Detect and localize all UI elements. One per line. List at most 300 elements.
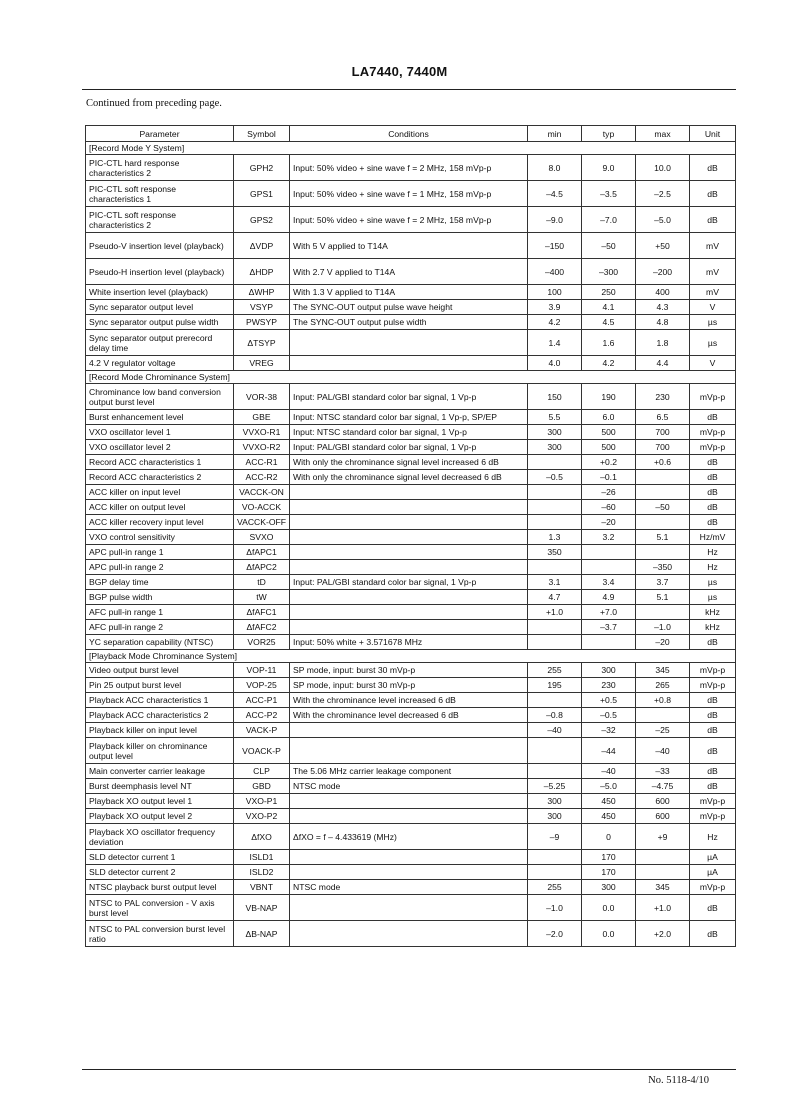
- table-row: [86, 356, 736, 371]
- cell-max: [636, 485, 690, 500]
- cell-parameter: White insertion level (playback): [86, 285, 234, 300]
- cell-min: +1.0: [528, 605, 582, 620]
- cell-symbol: ΔHDP: [234, 259, 290, 285]
- cell-typ: +0.5: [582, 693, 636, 708]
- cell-unit: mVp-p: [690, 809, 736, 824]
- cell-symbol: ACC-P1: [234, 693, 290, 708]
- cell-conditions: Input: 50% video + sine wave f = 2 MHz, 158 mVp-p: [290, 207, 528, 233]
- cell-typ: –7.0: [582, 207, 636, 233]
- cell-parameter: ACC killer on output level: [86, 500, 234, 515]
- table-row: [86, 384, 736, 410]
- cell-unit: mVp-p: [690, 794, 736, 809]
- cell-min: 255: [528, 663, 582, 678]
- cell-min: 100: [528, 285, 582, 300]
- cell-unit: dB: [690, 155, 736, 181]
- cell-conditions: [290, 545, 528, 560]
- cell-symbol: VOR-38: [234, 384, 290, 410]
- cell-min: –2.0: [528, 921, 582, 947]
- cell-max: 3.7: [636, 575, 690, 590]
- cell-unit: Hz/mV: [690, 530, 736, 545]
- cell-symbol: ΔfAPC1: [234, 545, 290, 560]
- footer-rule: [82, 1069, 736, 1070]
- cell-parameter: 4.2 V regulator voltage: [86, 356, 234, 371]
- cell-conditions: [290, 723, 528, 738]
- cell-max: [636, 515, 690, 530]
- cell-parameter: Video output burst level: [86, 663, 234, 678]
- cell-symbol: VB-NAP: [234, 895, 290, 921]
- col-header-conditions: Conditions: [290, 126, 528, 142]
- cell-symbol: ΔWHP: [234, 285, 290, 300]
- cell-typ: 0.0: [582, 921, 636, 947]
- cell-symbol: GBE: [234, 410, 290, 425]
- cell-conditions: [290, 356, 528, 371]
- cell-min: –0.8: [528, 708, 582, 723]
- table-row: [86, 560, 736, 575]
- cell-conditions: [290, 515, 528, 530]
- cell-unit: dB: [690, 635, 736, 650]
- cell-min: –4.5: [528, 181, 582, 207]
- cell-conditions: [290, 794, 528, 809]
- cell-typ: 4.5: [582, 315, 636, 330]
- cell-parameter: PIC-CTL soft response characteristics 1: [86, 181, 234, 207]
- cell-typ: 170: [582, 865, 636, 880]
- cell-conditions: [290, 895, 528, 921]
- cell-typ: 3.2: [582, 530, 636, 545]
- cell-parameter: Pseudo-H insertion level (playback): [86, 259, 234, 285]
- cell-symbol: GPS1: [234, 181, 290, 207]
- cell-min: 4.2: [528, 315, 582, 330]
- page-title: LA7440, 7440M: [351, 64, 448, 79]
- cell-parameter: Playback ACC characteristics 2: [86, 708, 234, 723]
- cell-unit: V: [690, 356, 736, 371]
- cell-typ: [582, 560, 636, 575]
- cell-unit: dB: [690, 693, 736, 708]
- cell-conditions: The 5.06 MHz carrier leakage component: [290, 764, 528, 779]
- cell-conditions: With the chrominance level decreased 6 dB: [290, 708, 528, 723]
- cell-unit: dB: [690, 207, 736, 233]
- cell-min: 4.0: [528, 356, 582, 371]
- cell-max: –40: [636, 738, 690, 764]
- table-row: [86, 500, 736, 515]
- cell-parameter: NTSC to PAL conversion burst level ratio: [86, 921, 234, 947]
- cell-min: [528, 500, 582, 515]
- cell-min: 150: [528, 384, 582, 410]
- cell-parameter: Playback XO output level 2: [86, 809, 234, 824]
- cell-max: [636, 708, 690, 723]
- cell-conditions: Input: 50% video + sine wave f = 1 MHz, 158 mVp-p: [290, 181, 528, 207]
- cell-conditions: Input: PAL/GBI standard color bar signal, 1 Vp-p: [290, 440, 528, 455]
- col-header-parameter: Parameter: [86, 126, 234, 142]
- cell-symbol: VREG: [234, 356, 290, 371]
- cell-symbol: GPS2: [234, 207, 290, 233]
- cell-parameter: ACC killer recovery input level: [86, 515, 234, 530]
- cell-min: –9: [528, 824, 582, 850]
- cell-symbol: CLP: [234, 764, 290, 779]
- cell-typ: 9.0: [582, 155, 636, 181]
- table-row: [86, 708, 736, 723]
- cell-conditions: [290, 500, 528, 515]
- cell-typ: 4.9: [582, 590, 636, 605]
- cell-unit: Hz: [690, 545, 736, 560]
- cell-unit: µA: [690, 850, 736, 865]
- cell-max: 10.0: [636, 155, 690, 181]
- cell-typ: –40: [582, 764, 636, 779]
- cell-min: –9.0: [528, 207, 582, 233]
- cell-typ: [582, 545, 636, 560]
- cell-max: –20: [636, 635, 690, 650]
- cell-conditions: With only the chrominance signal level increased 6 dB: [290, 455, 528, 470]
- cell-min: 3.9: [528, 300, 582, 315]
- col-header-unit: Unit: [690, 126, 736, 142]
- cell-symbol: VXO-P1: [234, 794, 290, 809]
- cell-min: 1.4: [528, 330, 582, 356]
- table-row: [86, 330, 736, 356]
- cell-symbol: ΔfAFC2: [234, 620, 290, 635]
- table-row: [86, 285, 736, 300]
- cell-unit: dB: [690, 708, 736, 723]
- cell-typ: [582, 635, 636, 650]
- cell-typ: –0.1: [582, 470, 636, 485]
- cell-typ: 4.2: [582, 356, 636, 371]
- cell-max: –5.0: [636, 207, 690, 233]
- cell-conditions: [290, 865, 528, 880]
- cell-max: +0.8: [636, 693, 690, 708]
- cell-unit: dB: [690, 895, 736, 921]
- cell-parameter: NTSC to PAL conversion - V axis burst level: [86, 895, 234, 921]
- table-row: [86, 794, 736, 809]
- table-row: [86, 410, 736, 425]
- table-row: [86, 620, 736, 635]
- cell-parameter: Main converter carrier leakage: [86, 764, 234, 779]
- cell-unit: dB: [690, 779, 736, 794]
- cell-conditions: [290, 330, 528, 356]
- cell-max: 700: [636, 440, 690, 455]
- cell-symbol: ACC-R1: [234, 455, 290, 470]
- cell-symbol: tW: [234, 590, 290, 605]
- cell-max: 5.1: [636, 530, 690, 545]
- cell-max: 6.5: [636, 410, 690, 425]
- cell-symbol: VACCK-OFF: [234, 515, 290, 530]
- col-header-min: min: [528, 126, 582, 142]
- cell-unit: mVp-p: [690, 384, 736, 410]
- cell-parameter: Record ACC characteristics 2: [86, 470, 234, 485]
- cell-min: 300: [528, 794, 582, 809]
- cell-unit: dB: [690, 723, 736, 738]
- cell-max: –2.5: [636, 181, 690, 207]
- cell-conditions: Input: NTSC standard color bar signal, 1 Vp-p, SP/EP: [290, 410, 528, 425]
- cell-conditions: [290, 921, 528, 947]
- cell-min: [528, 738, 582, 764]
- cell-min: [528, 764, 582, 779]
- section-label: [Record Mode Chrominance System]: [86, 371, 736, 384]
- cell-parameter: AFC pull-in range 2: [86, 620, 234, 635]
- cell-max: –25: [636, 723, 690, 738]
- cell-max: 4.8: [636, 315, 690, 330]
- section-row: [86, 142, 736, 155]
- cell-min: [528, 635, 582, 650]
- cell-conditions: With the chrominance level increased 6 dB: [290, 693, 528, 708]
- cell-unit: dB: [690, 738, 736, 764]
- cell-symbol: GPH2: [234, 155, 290, 181]
- cell-conditions: [290, 850, 528, 865]
- cell-unit: dB: [690, 764, 736, 779]
- cell-symbol: VXO-P2: [234, 809, 290, 824]
- cell-unit: mVp-p: [690, 880, 736, 895]
- cell-max: [636, 545, 690, 560]
- cell-min: 195: [528, 678, 582, 693]
- table-row: [86, 850, 736, 865]
- table-row: [86, 809, 736, 824]
- table-row: [86, 921, 736, 947]
- cell-parameter: PIC-CTL soft response characteristics 2: [86, 207, 234, 233]
- cell-symbol: ISLD1: [234, 850, 290, 865]
- cell-unit: dB: [690, 410, 736, 425]
- cell-max: +9: [636, 824, 690, 850]
- cell-conditions: The SYNC-OUT output pulse width: [290, 315, 528, 330]
- cell-max: 230: [636, 384, 690, 410]
- cell-min: –400: [528, 259, 582, 285]
- cell-parameter: Burst deemphasis level NT: [86, 779, 234, 794]
- cell-parameter: ACC killer on input level: [86, 485, 234, 500]
- cell-typ: 4.1: [582, 300, 636, 315]
- cell-typ: –50: [582, 233, 636, 259]
- cell-unit: µs: [690, 575, 736, 590]
- cell-symbol: ΔB-NAP: [234, 921, 290, 947]
- cell-typ: 1.6: [582, 330, 636, 356]
- cell-min: 3.1: [528, 575, 582, 590]
- table-row: [86, 155, 736, 181]
- cell-conditions: SP mode, input: burst 30 mVp-p: [290, 663, 528, 678]
- cell-unit: mVp-p: [690, 678, 736, 693]
- cell-parameter: Record ACC characteristics 1: [86, 455, 234, 470]
- cell-symbol: VSYP: [234, 300, 290, 315]
- cell-parameter: Playback XO oscillator frequency deviation: [86, 824, 234, 850]
- table-row: [86, 259, 736, 285]
- cell-unit: mV: [690, 233, 736, 259]
- cell-conditions: With 5 V applied to T14A: [290, 233, 528, 259]
- table-row: [86, 207, 736, 233]
- cell-unit: mVp-p: [690, 440, 736, 455]
- cell-symbol: tD: [234, 575, 290, 590]
- cell-min: –0.5: [528, 470, 582, 485]
- cell-unit: µs: [690, 315, 736, 330]
- cell-parameter: NTSC playback burst output level: [86, 880, 234, 895]
- cell-min: [528, 560, 582, 575]
- table-row: [86, 693, 736, 708]
- cell-parameter: Sync separator output level: [86, 300, 234, 315]
- cell-parameter: AFC pull-in range 1: [86, 605, 234, 620]
- cell-typ: 450: [582, 809, 636, 824]
- table-row: [86, 181, 736, 207]
- cell-parameter: Burst enhancement level: [86, 410, 234, 425]
- cell-conditions: [290, 605, 528, 620]
- cell-symbol: VOP-25: [234, 678, 290, 693]
- table-row: [86, 545, 736, 560]
- cell-parameter: PIC-CTL hard response characteristics 2: [86, 155, 234, 181]
- cell-symbol: ISLD2: [234, 865, 290, 880]
- table-row: [86, 723, 736, 738]
- cell-min: [528, 485, 582, 500]
- cell-unit: µs: [690, 330, 736, 356]
- table-row: [86, 865, 736, 880]
- cell-max: –4.75: [636, 779, 690, 794]
- cell-typ: 500: [582, 425, 636, 440]
- cell-min: 300: [528, 425, 582, 440]
- table-row: [86, 530, 736, 545]
- spec-table-body: [86, 142, 736, 947]
- cell-typ: 3.4: [582, 575, 636, 590]
- cell-unit: kHz: [690, 620, 736, 635]
- cell-typ: 250: [582, 285, 636, 300]
- col-header-symbol: Symbol: [234, 126, 290, 142]
- cell-parameter: Chrominance low band conversion output burst level: [86, 384, 234, 410]
- cell-max: –1.0: [636, 620, 690, 635]
- cell-max: 345: [636, 663, 690, 678]
- cell-max: 400: [636, 285, 690, 300]
- cell-min: 4.7: [528, 590, 582, 605]
- cell-symbol: ACC-R2: [234, 470, 290, 485]
- cell-parameter: APC pull-in range 2: [86, 560, 234, 575]
- cell-max: [636, 605, 690, 620]
- cell-symbol: VO-ACCK: [234, 500, 290, 515]
- table-row: [86, 663, 736, 678]
- cell-unit: kHz: [690, 605, 736, 620]
- cell-min: [528, 455, 582, 470]
- table-row: [86, 575, 736, 590]
- header-row: [86, 126, 736, 142]
- cell-min: 300: [528, 440, 582, 455]
- cell-max: 700: [636, 425, 690, 440]
- cell-conditions: ΔfXO = f – 4.433619 (MHz): [290, 824, 528, 850]
- cell-min: –150: [528, 233, 582, 259]
- cell-parameter: Sync separator output prerecord delay time: [86, 330, 234, 356]
- cell-typ: –44: [582, 738, 636, 764]
- table-row: [86, 425, 736, 440]
- table-row: [86, 315, 736, 330]
- cell-unit: Hz: [690, 824, 736, 850]
- cell-symbol: VACCK-ON: [234, 485, 290, 500]
- cell-parameter: Playback killer on chrominance output level: [86, 738, 234, 764]
- section-label: [Playback Mode Chrominance System]: [86, 650, 736, 663]
- cell-symbol: ΔVDP: [234, 233, 290, 259]
- cell-typ: 300: [582, 880, 636, 895]
- cell-unit: dB: [690, 455, 736, 470]
- cell-max: –200: [636, 259, 690, 285]
- cell-typ: 6.0: [582, 410, 636, 425]
- cell-typ: –0.5: [582, 708, 636, 723]
- cell-min: [528, 693, 582, 708]
- cell-conditions: Input: 50% white + 3.571678 MHz: [290, 635, 528, 650]
- cell-typ: –3.7: [582, 620, 636, 635]
- cell-parameter: Playback killer on input level: [86, 723, 234, 738]
- cell-parameter: Pseudo-V insertion level (playback): [86, 233, 234, 259]
- cell-min: –40: [528, 723, 582, 738]
- cell-min: [528, 620, 582, 635]
- page-number: No. 5118-4/10: [648, 1075, 709, 1086]
- cell-conditions: NTSC mode: [290, 880, 528, 895]
- cell-min: 300: [528, 809, 582, 824]
- cell-conditions: With only the chrominance signal level decreased 6 dB: [290, 470, 528, 485]
- section-row: [86, 650, 736, 663]
- cell-unit: dB: [690, 515, 736, 530]
- cell-conditions: [290, 560, 528, 575]
- continued-note: Continued from preceding page.: [86, 98, 222, 109]
- cell-conditions: With 1.3 V applied to T14A: [290, 285, 528, 300]
- cell-symbol: ACC-P2: [234, 708, 290, 723]
- cell-conditions: NTSC mode: [290, 779, 528, 794]
- cell-max: 600: [636, 809, 690, 824]
- table-row: [86, 455, 736, 470]
- cell-unit: dB: [690, 500, 736, 515]
- table-row: [86, 678, 736, 693]
- cell-min: 8.0: [528, 155, 582, 181]
- cell-min: [528, 850, 582, 865]
- cell-symbol: VBNT: [234, 880, 290, 895]
- cell-typ: 190: [582, 384, 636, 410]
- table-row: [86, 440, 736, 455]
- cell-conditions: Input: 50% video + sine wave f = 2 MHz, 158 mVp-p: [290, 155, 528, 181]
- cell-max: +2.0: [636, 921, 690, 947]
- cell-unit: mV: [690, 285, 736, 300]
- cell-max: –33: [636, 764, 690, 779]
- cell-typ: +7.0: [582, 605, 636, 620]
- cell-typ: 170: [582, 850, 636, 865]
- cell-min: –1.0: [528, 895, 582, 921]
- cell-max: 600: [636, 794, 690, 809]
- cell-parameter: SLD detector current 2: [86, 865, 234, 880]
- cell-min: 5.5: [528, 410, 582, 425]
- cell-max: 4.3: [636, 300, 690, 315]
- cell-min: –5.25: [528, 779, 582, 794]
- cell-typ: 0.0: [582, 895, 636, 921]
- table-row: [86, 233, 736, 259]
- cell-symbol: VOACK-P: [234, 738, 290, 764]
- cell-unit: µA: [690, 865, 736, 880]
- cell-symbol: ΔfAPC2: [234, 560, 290, 575]
- cell-parameter: VXO oscillator level 2: [86, 440, 234, 455]
- cell-typ: +0.2: [582, 455, 636, 470]
- cell-unit: mVp-p: [690, 663, 736, 678]
- cell-parameter: Playback ACC characteristics 1: [86, 693, 234, 708]
- cell-symbol: ΔfXO: [234, 824, 290, 850]
- spec-table: [85, 125, 736, 947]
- cell-unit: dB: [690, 470, 736, 485]
- cell-parameter: SLD detector current 1: [86, 850, 234, 865]
- cell-symbol: ΔfAFC1: [234, 605, 290, 620]
- cell-typ: 450: [582, 794, 636, 809]
- cell-symbol: SVXO: [234, 530, 290, 545]
- table-row: [86, 880, 736, 895]
- cell-min: [528, 515, 582, 530]
- table-row: [86, 635, 736, 650]
- table-row: [86, 764, 736, 779]
- cell-typ: –26: [582, 485, 636, 500]
- cell-parameter: Playback XO output level 1: [86, 794, 234, 809]
- cell-max: 265: [636, 678, 690, 693]
- cell-typ: –300: [582, 259, 636, 285]
- cell-conditions: Input: NTSC standard color bar signal, 1 Vp-p: [290, 425, 528, 440]
- cell-max: [636, 865, 690, 880]
- cell-conditions: [290, 738, 528, 764]
- cell-unit: mV: [690, 259, 736, 285]
- cell-unit: Hz: [690, 560, 736, 575]
- cell-conditions: [290, 485, 528, 500]
- cell-symbol: VOR25: [234, 635, 290, 650]
- cell-symbol: ΔTSYP: [234, 330, 290, 356]
- cell-symbol: VACK-P: [234, 723, 290, 738]
- cell-conditions: With 2.7 V applied to T14A: [290, 259, 528, 285]
- table-row: [86, 779, 736, 794]
